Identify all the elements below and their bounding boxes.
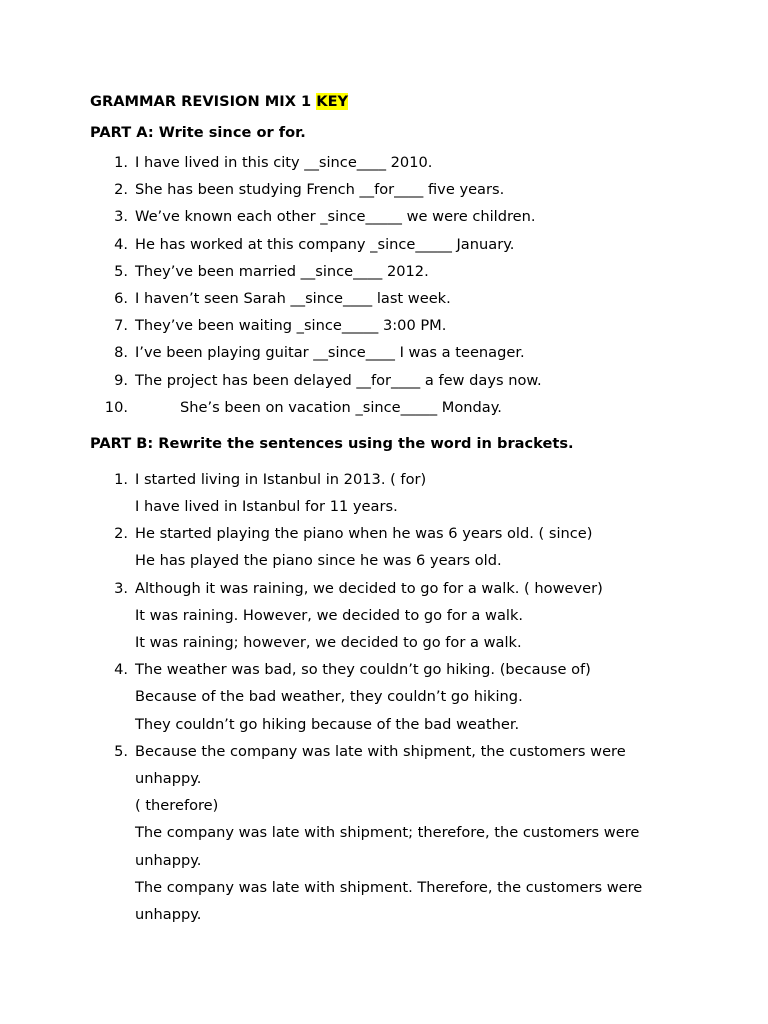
document-title xyxy=(90,91,680,112)
item-text: I have lived in this city __since____ 2010. xyxy=(135,154,433,171)
answer-line: unhappy. xyxy=(135,851,202,869)
item-number: 4. xyxy=(114,235,128,253)
list-item xyxy=(90,203,680,230)
answer-line: They couldn’t go hiking because of the bad weather. xyxy=(135,715,520,733)
answer-line: I have lived in Istanbul for 11 years. xyxy=(135,498,398,516)
item-prompt: I started living in Istanbul in 2013. ( for) xyxy=(135,470,427,488)
list-item xyxy=(90,656,680,738)
list-item xyxy=(90,466,680,520)
answer-line: unhappy. xyxy=(135,905,202,923)
item-text: We’ve known each other _since_____ we were children. xyxy=(135,208,536,226)
item-number: 4. xyxy=(114,661,128,679)
list-item xyxy=(90,394,680,421)
answer-line: It was raining. However, we decided to go for a walk. xyxy=(135,606,524,624)
list-item xyxy=(90,738,680,928)
list-item xyxy=(90,312,680,339)
list-item xyxy=(90,231,680,258)
answer-line: The company was late with shipment; therefore, the customers were xyxy=(135,824,640,842)
item-text: The project has been delayed __for____ a few days now. xyxy=(135,371,542,389)
part-a-list xyxy=(90,149,680,421)
list-item xyxy=(90,285,680,312)
list-item xyxy=(90,367,680,394)
item-number: 6. xyxy=(114,289,128,307)
item-text: She has been studying French __for____ five years. xyxy=(135,181,505,199)
item-text: I haven’t seen Sarah __since____ last week. xyxy=(135,289,451,307)
list-item xyxy=(90,575,680,657)
list-item xyxy=(90,520,680,574)
part-b-list xyxy=(90,466,680,928)
item-text: She’s been on vacation _since_____ Monday. xyxy=(180,398,502,416)
item-prompt: He started playing the piano when he was 6 years old. ( since) xyxy=(135,525,593,543)
bracket-word: ( therefore) xyxy=(135,797,219,815)
document-page xyxy=(90,91,680,928)
prompt-continuation: unhappy. xyxy=(135,769,202,787)
item-number: 3. xyxy=(114,579,128,597)
item-number: 5. xyxy=(114,742,128,760)
item-number: 9. xyxy=(114,371,128,389)
item-text: They’ve been waiting _since_____ 3:00 PM. xyxy=(135,317,447,335)
part-b-heading: PART B: Rewrite the sentences using the word in brackets. xyxy=(90,434,574,452)
item-number: 7. xyxy=(114,317,128,335)
item-number: 2. xyxy=(114,525,128,543)
item-prompt: Although it was raining, we decided to go for a walk. ( however) xyxy=(135,579,603,597)
item-number: 10. xyxy=(104,398,128,416)
answer-line: It was raining; however, we decided to go for a walk. xyxy=(135,634,522,651)
answer-line: He has played the piano since he was 6 years old. xyxy=(135,552,502,570)
item-number: 1. xyxy=(114,154,128,171)
list-item xyxy=(90,258,680,285)
item-prompt: The weather was bad, so they couldn’t go hiking. (because of) xyxy=(135,661,591,679)
answer-line: Because of the bad weather, they couldn’t go hiking. xyxy=(135,688,523,706)
item-number: 2. xyxy=(114,181,128,199)
item-text: I’ve been playing guitar __since____ I was a teenager. xyxy=(135,344,525,362)
item-number: 5. xyxy=(114,262,128,280)
item-number: 3. xyxy=(114,208,128,226)
answer-line: The company was late with shipment. Therefore, the customers were xyxy=(135,878,643,896)
key-highlight: KEY xyxy=(316,93,349,110)
item-number: 1. xyxy=(114,470,128,488)
item-number: 8. xyxy=(114,344,128,362)
item-text: They’ve been married __since____ 2012. xyxy=(135,262,429,280)
part-a-heading: PART A: Write since or for. xyxy=(90,124,306,141)
item-prompt: Because the company was late with shipment, the customers were xyxy=(135,742,626,760)
list-item xyxy=(90,339,680,366)
item-text: He has worked at this company _since_____ January. xyxy=(135,235,515,253)
title-text: GRAMMAR REVISION MIX 1 xyxy=(90,93,317,110)
list-item xyxy=(90,176,680,203)
list-item xyxy=(90,149,680,176)
